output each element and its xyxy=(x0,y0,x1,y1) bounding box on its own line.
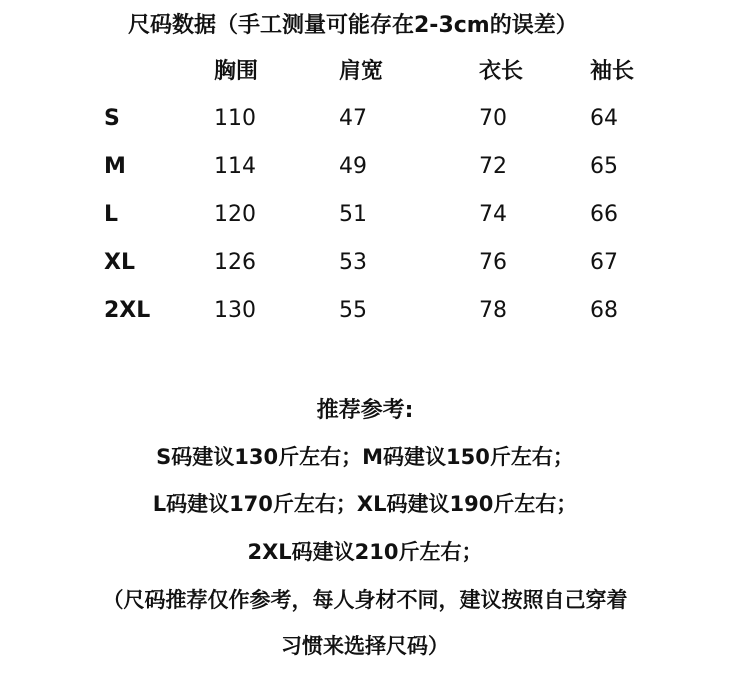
header-chest: 胸围 xyxy=(214,59,259,84)
table-cell: 72 xyxy=(479,154,507,179)
table-cell: 74 xyxy=(479,202,507,227)
table-cell: 76 xyxy=(479,250,507,275)
size-label: 2XL xyxy=(104,298,151,323)
table-cell: 65 xyxy=(590,154,618,179)
table-cell: 120 xyxy=(214,202,256,227)
table-cell: 78 xyxy=(479,298,507,323)
recommend-note: 习惯来选择尺码） xyxy=(281,634,449,658)
table-cell: 126 xyxy=(214,250,256,275)
table-cell: 114 xyxy=(214,154,256,179)
table-cell: 110 xyxy=(214,106,256,131)
table-cell: 130 xyxy=(214,298,256,323)
header-sleeve: 袖长 xyxy=(590,59,635,84)
table-cell: 49 xyxy=(339,154,367,179)
size-label: XL xyxy=(104,250,135,275)
table-cell: 55 xyxy=(339,298,367,323)
table-cell: 68 xyxy=(590,298,618,323)
recommend-line: 2XL码建议210斤左右； xyxy=(247,540,483,564)
table-cell: 64 xyxy=(590,106,618,131)
table-cell: 67 xyxy=(590,250,618,275)
header-shoulder: 肩宽 xyxy=(339,59,384,84)
table-cell: 70 xyxy=(479,106,507,131)
table-cell: 51 xyxy=(339,202,367,227)
recommend-line: S码建议130斤左右；M码建议150斤左右； xyxy=(156,445,574,469)
size-label: L xyxy=(104,202,119,227)
recommend-title: 推荐参考: xyxy=(316,398,414,423)
table-cell: 66 xyxy=(590,202,618,227)
size-label: M xyxy=(104,154,126,179)
size-label: S xyxy=(104,106,120,131)
table-cell: 47 xyxy=(339,106,367,131)
table-cell: 53 xyxy=(339,250,367,275)
header-length: 衣长 xyxy=(479,59,524,84)
recommend-line: L码建议170斤左右；XL码建议190斤左右； xyxy=(152,492,578,516)
size-chart-title: 尺码数据（手工测量可能存在2-3cm的误差） xyxy=(128,13,578,38)
recommend-note: （尺码推荐仅作参考，每人身材不同，建议按照自己穿着 xyxy=(102,588,628,612)
